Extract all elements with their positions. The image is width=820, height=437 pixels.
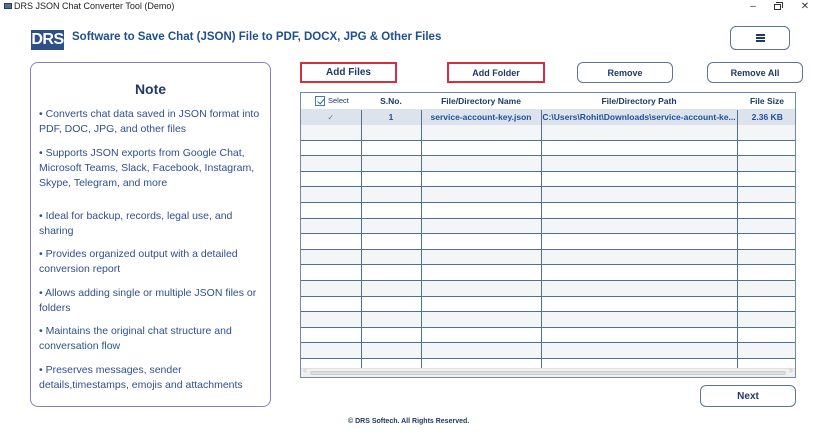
note-item: • Provides organized output with a detailed conversion report	[39, 248, 238, 275]
minimize-button[interactable]: –	[750, 1, 756, 12]
empty-row	[301, 265, 796, 281]
restore-icon	[774, 4, 781, 10]
note-item: • Ideal for backup, records, legal use, and sharing	[39, 209, 233, 237]
select-all-checkbox[interactable]	[315, 96, 325, 106]
empty-row	[301, 125, 796, 141]
scroll-right-icon[interactable]: >	[788, 368, 793, 375]
empty-row	[301, 234, 796, 250]
horizontal-scrollbar[interactable]	[301, 368, 795, 377]
cell-size: 2.36 KB	[737, 109, 796, 125]
empty-row	[301, 296, 796, 312]
column-header-size[interactable]: File Size	[737, 93, 796, 109]
note-item: • Converts chat data saved in JSON format into PDF, DOC, JPG, and other files	[39, 108, 260, 135]
empty-row	[301, 218, 796, 234]
note-title: Note	[134, 81, 167, 97]
table-row[interactable]	[301, 109, 796, 125]
file-table	[300, 92, 796, 378]
column-header-sno[interactable]: S.No.	[361, 93, 421, 109]
empty-row	[301, 343, 796, 359]
maximize-button[interactable]	[767, 0, 787, 14]
remove-all-button[interactable]: Remove All	[707, 62, 803, 83]
empty-row	[301, 203, 796, 219]
next-button[interactable]: Next	[700, 385, 796, 407]
app-icon	[4, 3, 12, 9]
scrollbar-thumb[interactable]	[310, 371, 786, 375]
cell-name: service-account-key.json	[421, 109, 541, 125]
empty-row	[301, 281, 796, 297]
note-item: • Supports JSON exports from Google Chat, Microsoft Teams, Slack, Facebook, Instagram, Skype, Telegram, and more	[39, 146, 255, 189]
empty-row	[301, 156, 796, 172]
window-titlebar	[0, 0, 820, 14]
drs-logo: DRS	[31, 31, 64, 48]
empty-row	[301, 187, 796, 203]
hamburger-icon	[756, 34, 765, 42]
add-folder-button[interactable]: Add Folder	[447, 62, 545, 83]
empty-row	[301, 249, 796, 265]
table-header-row	[301, 93, 796, 109]
remove-button[interactable]: Remove	[577, 62, 673, 83]
column-header-path[interactable]: File/Directory Path	[541, 93, 737, 109]
add-files-button[interactable]: Add Files	[300, 62, 397, 83]
empty-row	[301, 327, 796, 343]
cell-sno: 1	[361, 109, 421, 125]
note-item: • Allows adding single or multiple JSON files or folders	[39, 286, 257, 314]
scroll-left-icon[interactable]: <	[303, 368, 308, 375]
column-header-select[interactable]: Select	[301, 93, 361, 109]
note-panel	[30, 62, 271, 407]
note-item: • Preserves messages, sender details,timestamps, emojis and attachments	[39, 363, 243, 391]
page-title: Software to Save Chat (JSON) File to PDF, DOCX, JPG & Other Files	[72, 31, 442, 43]
cell-path: C:\Users\Rohit\Downloads\service-account-ke...	[541, 109, 737, 125]
empty-row	[301, 171, 796, 187]
column-header-name[interactable]: File/Directory Name	[421, 93, 541, 109]
row-checkbox[interactable]: ✓	[301, 109, 361, 125]
copyright-text: © DRS Softech. All Rights Reserved.	[348, 418, 470, 425]
note-item: • Maintains the original chat structure and conversation flow	[39, 325, 232, 352]
menu-button[interactable]	[730, 26, 790, 50]
close-button[interactable]: ✕	[800, 1, 810, 12]
empty-row	[301, 312, 796, 328]
empty-row	[301, 140, 796, 156]
window-title: DRS JSON Chat Converter Tool (Demo)	[14, 1, 175, 11]
app-header	[0, 24, 820, 54]
